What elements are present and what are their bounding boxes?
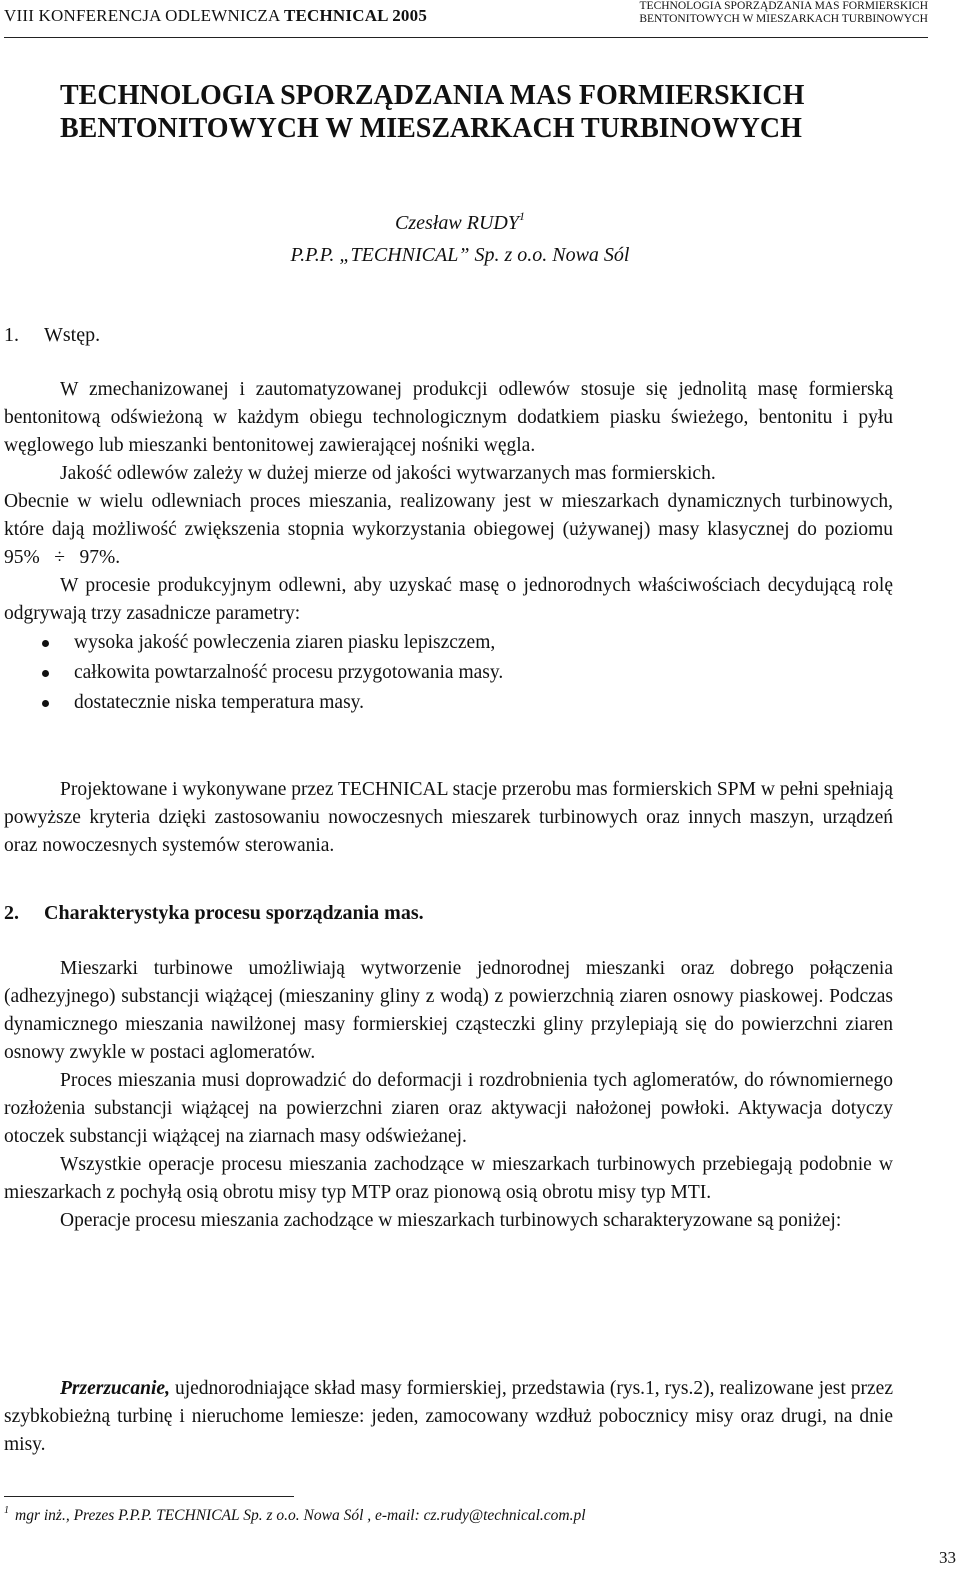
paper-title bbox=[60, 79, 920, 145]
section-2-operations bbox=[4, 1375, 893, 1459]
section-2-number: 2. bbox=[4, 902, 19, 924]
range-division-sign: ÷ bbox=[54, 547, 65, 568]
paragraph: Operacje procesu mieszania zachodzące w mieszarkach turbinowych scharakteryzowane są poniżej: bbox=[60, 1210, 842, 1231]
paragraph: Projektowane i wykonywane przez TECHNICAL stacje przerobu mas formierskich SPM w pełni spełniają powyższe kryteria dzięki zastosowaniu nowoczesnych mieszarek turbinowych oraz innych maszyn, urządzeń oraz nowoczesnych systemów sterowania. bbox=[4, 779, 893, 856]
list-item bbox=[4, 688, 893, 718]
paper-title-line1: TECHNOLOGIA SPORZĄDZANIA MAS FORMIERSKICH bbox=[60, 80, 805, 111]
paper-title-line2: BENTONITOWYCH W MIESZARKACH TURBINOWYCH bbox=[60, 113, 802, 144]
bullet-icon bbox=[42, 640, 49, 647]
list-item-text: wysoka jakość powleczenia ziaren piasku lepiszczem, bbox=[74, 632, 496, 653]
paragraph: W zmechanizowanej i zautomatyzowanej produkcji odlewów stosuje się jednolitą masę formierską bentonitową odświeżoną w każdym obiegu technologicznym dodatkiem piasku świeżego, bentonitu i pyłu węglowego lub mieszanki bentonitowej zawierającej nośniki węgla. bbox=[4, 379, 893, 456]
paragraph-text: Obecnie w wielu odlewniach proces mieszania, realizowany jest w mieszarkach dynamicznych turbinowych, które dają możliwość zwiększenia stopnia wykorzystania obiegowej (używanej) masy klasycznej do poziomu 95% bbox=[4, 491, 893, 568]
paragraph-text: 97%. bbox=[79, 547, 121, 568]
paragraph: W procesie produkcyjnym odlewni, aby uzyskać masę o jednorodnych właściwościach decydującą rolę odgrywają trzy zasadnicze parametry: bbox=[4, 575, 893, 624]
parameter-list bbox=[4, 628, 893, 718]
footnote-separator bbox=[4, 1496, 294, 1497]
author-block bbox=[0, 200, 920, 271]
running-header bbox=[4, 0, 928, 38]
paragraph bbox=[4, 488, 893, 572]
section-2-heading bbox=[4, 902, 424, 925]
paragraph: Jakość odlewów zależy w dużej mierze od jakości wytwarzanych mas formierskich. bbox=[60, 463, 716, 484]
bullet-icon bbox=[42, 700, 49, 707]
operation-term: Przerzucanie, bbox=[60, 1378, 170, 1399]
footnote-mark: 1 bbox=[4, 1505, 9, 1516]
paragraph bbox=[4, 1375, 893, 1459]
author-name-line bbox=[0, 200, 920, 239]
paragraph: Wszystkie operacje procesu mieszania zachodzące w mieszarkach turbinowych przebiegają podobnie w mieszarkach z pochyłą osią obrotu misy typ MTP oraz pionową osią obrotu misy typ MTI. bbox=[4, 1154, 893, 1203]
paragraph: Mieszarki turbinowe umożliwiają wytworzenie jednorodnej mieszanki oraz dobrego połączenia (adhezyjnego) substancji wiążącej (mieszaniny gliny z wodą) z powierzchnią ziaren osnowy piaskowej. Podczas dynamicznego mieszania nawilżonej masy formierskiej cząsteczki gliny przylepiają się do powierzchni ziaren osnowy zwykle w postaci aglomeratów. bbox=[4, 958, 893, 1063]
header-short-title-line1: TECHNOLOGIA SPORZĄDZANIA MAS FORMIERSKICH bbox=[639, 0, 928, 12]
header-conference-name: VIII KONFERENCJA ODLEWNICZA bbox=[4, 6, 280, 25]
list-item-text: dostatecznie niska temperatura masy. bbox=[74, 692, 365, 713]
footnote-text: mgr inż., Prezes P.P.P. TECHNICAL Sp. z o.o. Nowa Sól , e-mail: cz.rudy@technical.com.pl bbox=[15, 1507, 586, 1524]
paragraph-text: ujednorodniające skład masy formierskiej, przedstawia (rys.1, rys.2), realizowane jest przez szybkobieżną turbinę i nieruchome lemiesze: jeden, zamocowany wzdłuż pobocznicy misy oraz drugi, na dnie misy. bbox=[4, 1378, 893, 1455]
section-2-title: Charakterystyka procesu sporządzania mas. bbox=[44, 902, 424, 924]
section-2-body bbox=[4, 955, 893, 1235]
list-item bbox=[4, 628, 893, 658]
header-conference-year: TECHNICAL 2005 bbox=[283, 6, 428, 25]
header-short-title bbox=[639, 0, 928, 26]
page-number: 33 bbox=[939, 1548, 956, 1567]
footnote bbox=[4, 1505, 586, 1525]
header-short-title-line2: BENTONITOWYCH W MIESZARKACH TURBINOWYCH bbox=[639, 13, 928, 25]
section-1-closing bbox=[4, 776, 893, 860]
header-conference bbox=[4, 6, 427, 26]
bullet-icon bbox=[42, 670, 49, 677]
author-affiliation: P.P.P. „TECHNICAL” Sp. z o.o. Nowa Sól bbox=[290, 244, 630, 266]
author-footnote-mark: 1 bbox=[518, 209, 525, 223]
section-1-heading bbox=[4, 324, 100, 347]
list-item-text: całkowita powtarzalność procesu przygotowania masy. bbox=[74, 662, 504, 683]
section-1-body bbox=[4, 376, 893, 718]
section-1-number: 1. bbox=[4, 324, 19, 346]
list-item bbox=[4, 658, 893, 688]
paragraph: Proces mieszania musi doprowadzić do deformacji i rozdrobnienia tych aglomeratów, do równomiernego rozłożenia substancji wiążącej na powierzchni ziaren oraz aktywacji nałożonej powłoki. Aktywacja dotyczy otoczek substancji wiążącej na ziarnach masy odświeżanej. bbox=[4, 1070, 893, 1147]
author-name: Czesław RUDY bbox=[395, 212, 519, 234]
section-1-title: Wstęp. bbox=[44, 324, 101, 346]
